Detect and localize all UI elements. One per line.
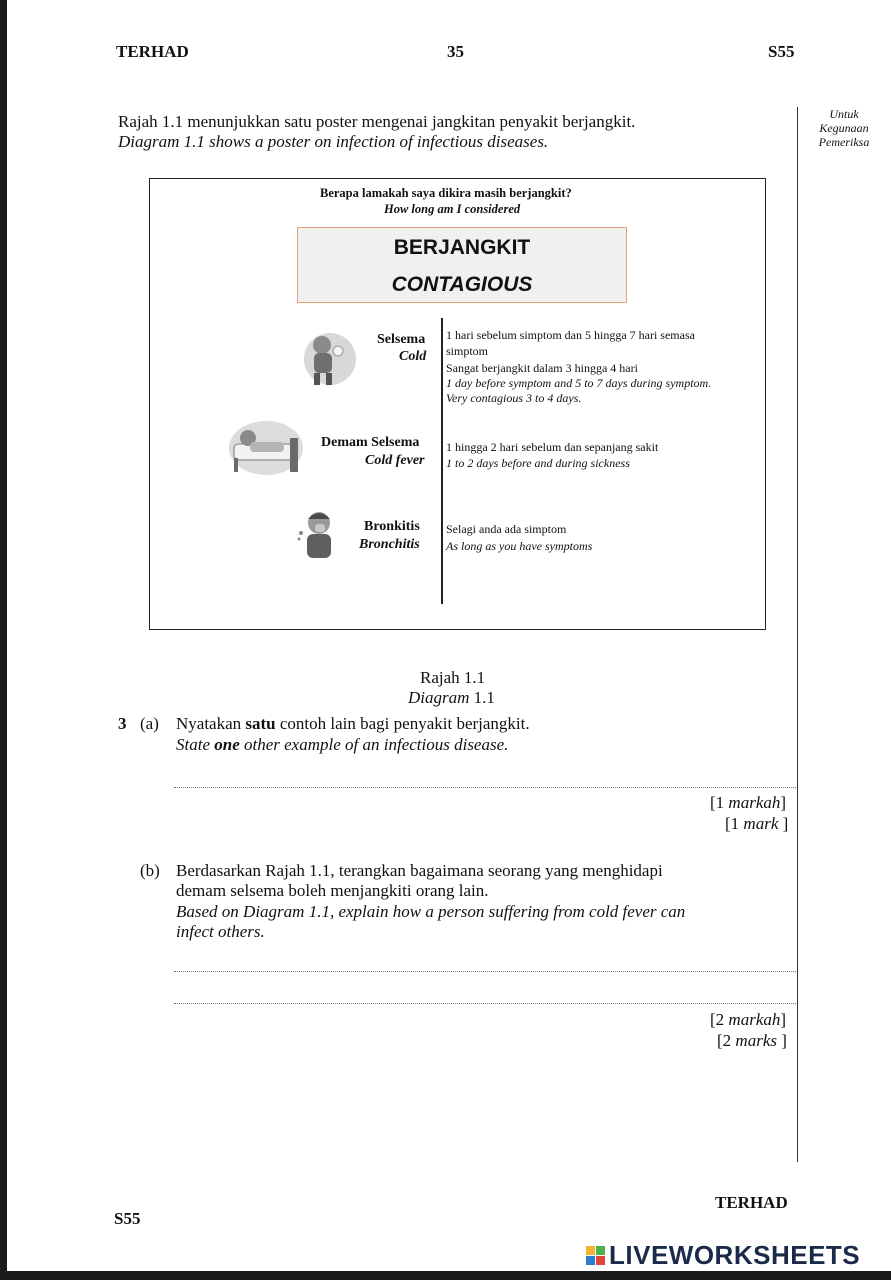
- desc-malay-cold-3: Sangat berjangkit dalam 3 hingga 4 hari: [446, 361, 638, 375]
- child-in-bed-icon: [228, 418, 304, 481]
- question-b-english-1: Based on Diagram 1.1, explain how a person suffering from cold fever can: [176, 902, 686, 921]
- marks-a-malay: [1 markah]: [710, 793, 787, 812]
- desc-malay-cold-fever: 1 hingga 2 hari sebelum dan sepanjang sakit: [446, 440, 659, 454]
- banner-malay: BERJANGKIT: [393, 236, 531, 259]
- answer-line-a[interactable]: [174, 787, 796, 788]
- marks-b-english-word: marks: [735, 1031, 777, 1050]
- desc-english-cold-2: Very contagious 3 to 4 days.: [446, 391, 582, 405]
- footer-code: S55: [114, 1209, 141, 1228]
- marks-b-malay: [2 markah]: [710, 1010, 787, 1029]
- coughing-boy-icon: [295, 509, 339, 570]
- caption-malay: Rajah 1.1: [420, 668, 486, 687]
- examiner-note-line-2: Kegunaan: [819, 121, 869, 135]
- question-b-english-2: infect others.: [176, 922, 265, 941]
- disease-name-malay-cold: Selsema: [377, 332, 426, 347]
- question-a-label: (a): [140, 714, 159, 733]
- question-a-english-post: other example of an infectious disease.: [239, 735, 509, 754]
- intro-english: Diagram 1.1 shows a poster on infection of infectious diseases.: [118, 132, 549, 151]
- caption-english-word: Diagram: [408, 688, 470, 707]
- examiner-note-line-1: Untuk: [829, 107, 859, 121]
- question-a-malay-bold: satu: [245, 714, 276, 733]
- desc-malay-bronchitis: Selagi anda ada simptom: [446, 522, 567, 536]
- marks-b-english: [2 marks ]: [717, 1031, 787, 1050]
- disease-name-english-cold: Cold: [399, 349, 427, 364]
- marks-a-malay-word: markah: [728, 793, 781, 812]
- header-classification: TERHAD: [116, 42, 189, 61]
- marks-b-malay-word: markah: [728, 1010, 781, 1029]
- examiner-note-line-3: Pemeriksa: [818, 135, 870, 149]
- disease-name-malay-bronchitis: Bronkitis: [364, 519, 420, 534]
- question-a-malay: [176, 714, 530, 734]
- question-number: 3: [118, 714, 127, 733]
- disease-name-english-bronchitis: Bronchitis: [359, 537, 420, 552]
- examiner-note: [808, 107, 880, 149]
- question-a-english: [176, 735, 508, 755]
- intro-malay: Rajah 1.1 menunjukkan satu poster mengenai jangkitan penyakit berjangkit.: [118, 112, 636, 131]
- examiner-margin-line: [797, 107, 798, 1162]
- question-a-english-pre: State: [176, 735, 215, 754]
- caption-english: Diagram 1.1: [408, 688, 495, 707]
- footer-classification: TERHAD: [715, 1193, 788, 1212]
- liveworksheets-logo[interactable]: [586, 1240, 860, 1271]
- question-b-malay-2: demam selsema boleh menjangkiti orang lain.: [176, 881, 489, 900]
- banner-english: CONTAGIOUS: [391, 273, 533, 296]
- header-code: S55: [768, 42, 795, 61]
- question-a-malay-pre: Nyatakan: [176, 714, 246, 733]
- contagious-banner: [297, 227, 627, 303]
- disease-name-english-cold-fever: Cold fever: [365, 453, 425, 468]
- bottom-edge-bar: [0, 1271, 891, 1280]
- sick-child-cold-icon: [300, 329, 356, 392]
- poster-divider: [441, 318, 443, 604]
- question-b-label: (b): [140, 861, 160, 880]
- disease-name-malay-cold-fever: Demam Selsema: [321, 435, 420, 450]
- poster-question-malay: Berapa lamakah saya dikira masih berjangkit?: [320, 186, 572, 200]
- answer-line-b-2[interactable]: [174, 1003, 796, 1004]
- desc-english-bronchitis: As long as you have symptoms: [446, 539, 593, 553]
- question-a-english-bold: one: [214, 735, 240, 754]
- marks-a-english-word: mark: [743, 814, 779, 833]
- liveworksheets-logo-icon: [586, 1246, 606, 1266]
- answer-line-b-1[interactable]: [174, 971, 796, 972]
- desc-malay-cold-2: simptom: [446, 344, 489, 358]
- desc-english-cold-1: 1 day before symptom and 5 to 7 days during symptom.: [446, 376, 712, 390]
- desc-english-cold-fever: 1 to 2 days before and during sickness: [446, 456, 630, 470]
- page-number: 35: [447, 42, 464, 61]
- liveworksheets-logo-text: LIVEWORKSHEETS: [609, 1240, 861, 1270]
- left-edge-bar: [0, 0, 7, 1280]
- poster-question-english: How long am I considered: [384, 202, 521, 216]
- marks-a-english: [1 mark ]: [725, 814, 789, 833]
- question-a-malay-post: contoh lain bagi penyakit berjangkit.: [275, 714, 530, 733]
- desc-malay-cold-1: 1 hari sebelum simptom dan 5 hingga 7 hari semasa: [446, 328, 695, 342]
- question-b-malay-1: Berdasarkan Rajah 1.1, terangkan bagaimana seorang yang menghidapi: [176, 861, 663, 880]
